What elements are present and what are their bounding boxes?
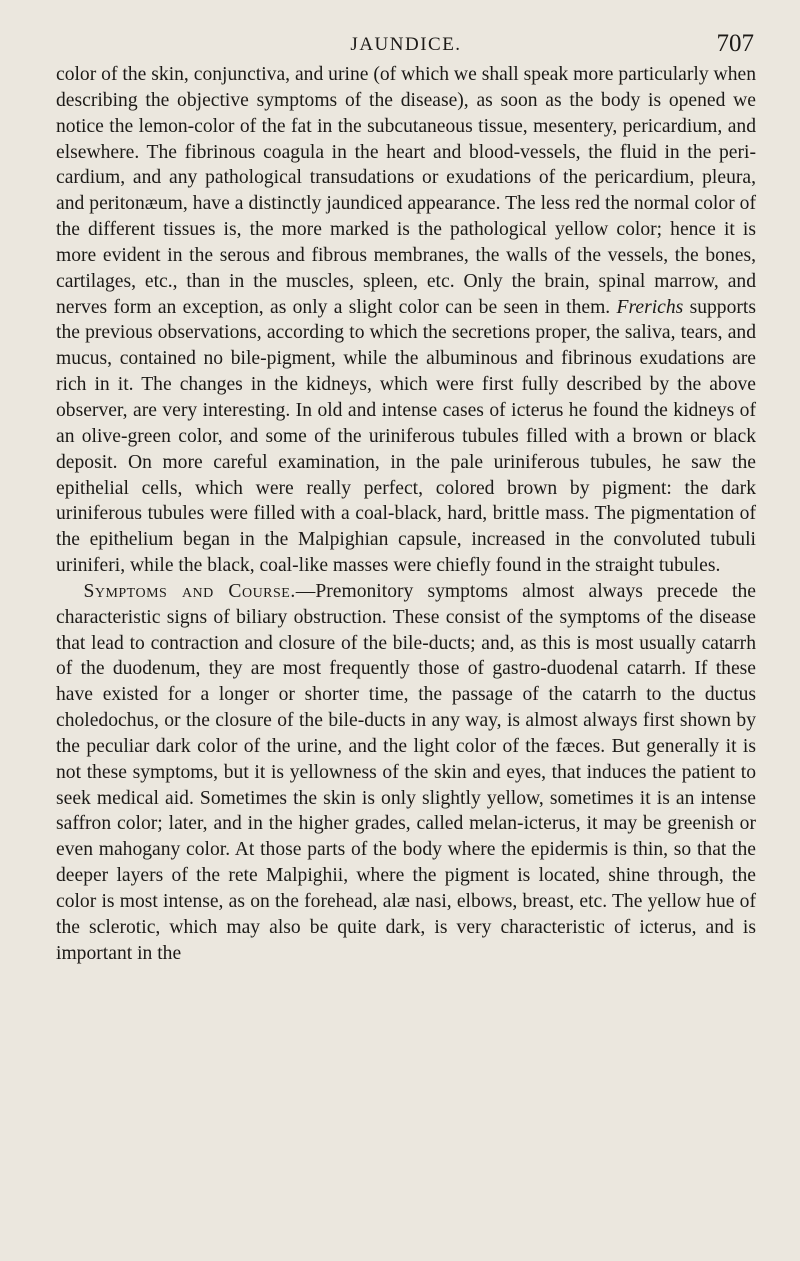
- text-run: —Premonitory symptoms almost always precede the characteristic signs of biliary obstruction. These consist of the symptoms of the disease that lead to contraction and closure of the bile-ducts; and, as this is most usually catarrh of the duodenum, they are most frequently those of gastro-duodenal catarrh. If these have existed for a longer or shorter time, the passage of the catarrh to the ductus choledochus, or the closure of the bile-ducts in any way, is almost always first shown by the peculiar dark color of the urine, and the light color of the fæces. But generally it is not these symptoms, but it is yellowness of the skin and eyes, that induces the patient to seek medical aid. Sometimes the skin is only slightly yellow, sometimes it is an intense saffron color; later, and in the higher grades, called melan-icterus, it may be greenish or even mahogany color. At those parts of the body where the epidermis is thin, so that the deeper layers of the rete Malpighii, where the pigment is located, shine through, the color is most intense, as on the forehead, alæ nasi, elbows, breast, etc. The yellow hue of the sclerotic, which may also be quite dark, is very characteristic of icterus, and is important in the: [56, 580, 756, 964]
- paragraph-symptoms: [56, 579, 756, 967]
- running-title: JAUNDICE.: [350, 34, 462, 55]
- author-name-frerichs: Frerichs: [616, 296, 684, 318]
- section-heading-symptoms-and-course: Symptoms and Course.: [83, 580, 296, 602]
- body-text: [56, 62, 756, 967]
- running-head: [56, 26, 756, 60]
- paragraph-pathology: [56, 62, 756, 579]
- text-run: supports the previous observations, according to which the secretions proper, the saliva, tears, and mucus, contained no bile-pigment, while the albuminous and fibrinous exudations are rich in it. The changes in the kidneys, which were first fully described by the above observer, are very interesting. In old and intense cases of icterus he found the kidneys of an olive-green color, and some of the uriniferous tubules filled with a brown or black deposit. On more careful examination, in the pale uriniferous tubules, he saw the epithelial cells, which were really perfect, colored brown by pigment: the dark uriniferous tubules were filled with a coal-black, hard, brittle mass. The pigmentation of the epithelium began in the Malpighian capsule, increased in the convoluted tubuli uriniferi, while the black, coal-like masses were chiefly found in the straight tubules.: [56, 296, 756, 577]
- page-number: 707: [716, 30, 754, 57]
- text-run: color of the skin, conjunctiva, and urine (of which we shall speak more particularly when describing the objective symptoms of the disease), as soon as the body is opened we notice the lemon-color of the fat in the subcutaneous tissue, mesentery, pericardium, and elsewhere. The fibrinous coagula in the heart and blood-vessels, the fluid in the pericardium, and any pathological transudations or exudations of the pericardium, pleura, and peritonæum, have a distinctly jaundiced appearance. The less red the normal color of the different tissues is, the more marked is the pathological yellow color; hence it is more evident in the serous and fibrous membranes, the walls of the vessels, the bones, cartilages, etc., than in the muscles, spleen, etc. Only the brain, spinal marrow, and nerves form an exception, as only a slight color can be seen in them.: [56, 64, 756, 318]
